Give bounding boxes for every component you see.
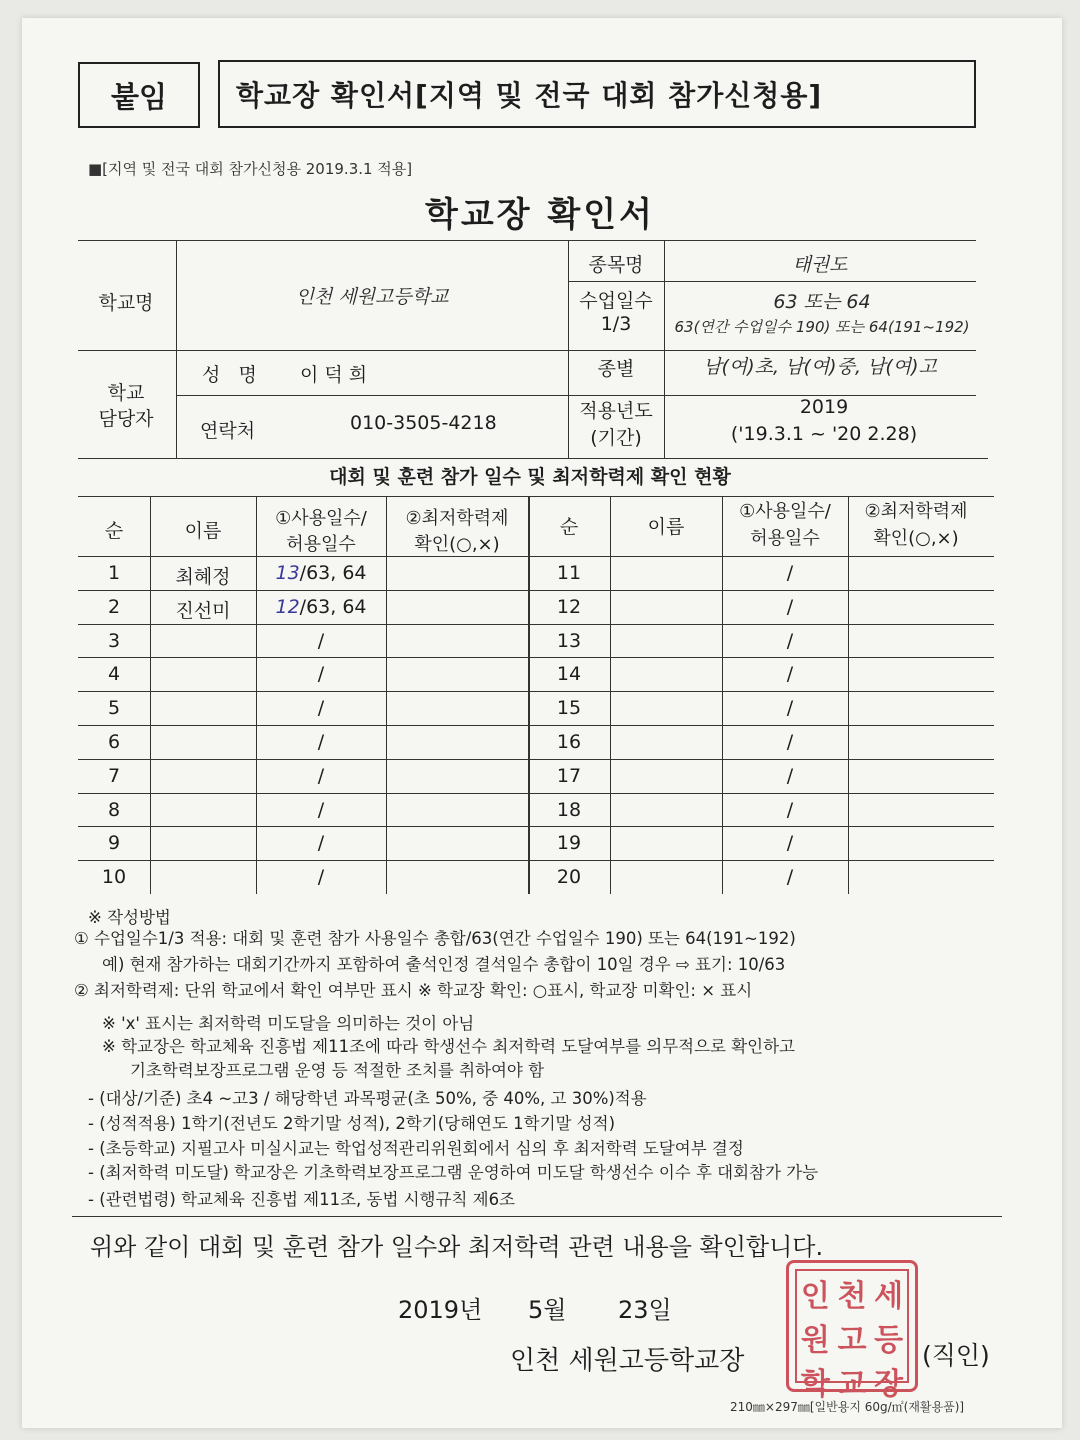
row-number: 9 [107,832,121,855]
status-table-row-line [78,759,994,760]
row-number: 18 [556,798,582,821]
row-number: 17 [556,764,582,787]
application-note: ■[지역 및 전국 대회 참가신청용 2019.3.1 적용] [88,160,413,178]
contact-value: 010-3505-4218 [350,412,497,434]
status-table-row-line [78,725,994,726]
used-allowed-days: / [786,663,794,686]
school-name-label: 학교명 [98,292,154,314]
seal-character: 인 [800,1279,830,1314]
instruction-line: - (최저학력 미도달) 학교장은 기초학력보장프로그램 운영하여 미도달 학생선수 이수 후 대회참가 가능 [88,1163,819,1182]
allowed-days: /63, 64 [299,562,367,584]
allowed-days: / [317,629,325,652]
row-number: 4 [107,663,121,686]
instruction-line: - (성적적용) 1학기(전년도 2학기말 성적), 2학기(당해연도 1학기말 성적) [88,1114,616,1133]
column-header-allowed-days: 허용일수 [286,534,356,555]
manager-name-label: 성 명 [202,364,257,386]
year-label: 적용년도 [579,400,653,422]
status-table-row-line [78,860,994,861]
status-table-line [386,496,387,894]
seal-character: 장 [874,1367,904,1402]
instruction-line: - (초등학교) 지필고사 미실시교는 학업성적관리위원회에서 심의 후 최저학력 도달여부 결정 [88,1139,744,1158]
allowed-days: / [317,663,325,686]
instruction-line: ② 최저학력제: 단위 학교에서 확인 여부만 표시 ※ 학교장 확인: ○표시, 학교장 미확인: × 표시 [74,981,753,1000]
row-number: 15 [556,697,582,720]
date-month: 5월 [528,1296,567,1324]
instruction-line: - (관련법령) 학교체육 진흥법 제11조, 동법 시행규칙 제6조 [88,1190,515,1209]
info-table-line [78,350,976,351]
used-allowed-days: / [786,595,794,618]
seal-character: 학 [800,1367,830,1402]
instruction-line: ※ 'x' 표시는 최저학력 미도달을 의미하는 것이 아님 [102,1014,475,1033]
info-table-line [664,240,665,458]
used-allowed-days: / [786,798,794,821]
status-table-line [848,496,849,894]
instruction-line: 기초학력보장프로그램 운영 등 적절한 조치를 취하여야 함 [130,1061,545,1080]
status-table-divider [528,496,530,894]
paper-spec: 210㎜×297㎜[일반용지 60g/㎡(재활용품)] [730,1400,965,1414]
status-table-row-line [78,826,994,827]
row-number: 10 [101,866,127,889]
used-allowed-days: / [786,832,794,855]
period-value: ('19.3.1 ~ '20 2.28) [730,423,918,445]
attachment-label: 붙임 [78,62,200,128]
row-number: 3 [107,629,121,652]
info-table-line [176,240,177,458]
class-days-value: 63 또는 64 [773,291,871,313]
row-number: 1 [107,562,121,584]
used-allowed-days: / [786,562,794,584]
class-days-label: 수업일수 [579,290,653,312]
allowed-days: / [317,832,325,855]
principal-signature-line: 인천 세원고등학교장 [510,1346,745,1376]
used-allowed-days: / [786,764,794,787]
period-label: (기간) [590,427,642,449]
column-header-name: 이름 [647,516,685,538]
info-table-top-border [78,240,976,241]
used-allowed-days [318,663,324,685]
athlete-name: 최혜정 [175,566,231,588]
athlete-name: 진선미 [175,599,231,622]
seal-note: (직인) [922,1341,990,1370]
status-table-row-line [78,590,994,591]
column-header-check: 확인(○,×) [873,528,959,549]
status-section-title: 대회 및 훈련 참가 일수 및 최저학력제 확인 현황 [329,466,731,488]
status-table-row-line [78,691,994,692]
status-table-line [722,496,723,894]
row-number: 16 [556,731,582,753]
allowed-days: / [317,866,325,889]
column-header-no: 순 [104,520,124,542]
info-table-line [176,395,976,396]
date-day: 23일 [618,1296,672,1324]
allowed-days: /63, 64 [299,595,367,618]
column-header-name: 이름 [184,520,222,542]
info-table-bottom-border [78,458,988,459]
used-days-handwritten: 12 [275,595,300,618]
column-header-min-academic: ②최저학력제 [864,501,968,522]
used-allowed-days [318,765,324,787]
document-header-title: 학교장 확인서[지역 및 전국 대회 참가신청용] [218,60,976,128]
seal-character: 원 [800,1323,830,1358]
row-number: 6 [107,731,121,753]
allowed-days: / [317,697,325,720]
used-allowed-days: / [786,629,794,652]
column-header-allowed-days: 허용일수 [750,528,820,549]
status-table-row-line [78,624,994,625]
row-number: 8 [107,798,121,821]
date-year: 2019년 [398,1296,483,1324]
used-allowed-days: / [786,697,794,720]
row-number: 13 [556,629,582,652]
contact-label: 연락처 [200,420,256,442]
status-table-header-line [78,556,994,557]
used-allowed-days [318,697,324,719]
row-number: 2 [107,595,121,618]
row-number: 7 [107,764,121,787]
row-number: 19 [556,832,582,855]
row-number: 5 [107,697,121,720]
allowed-days: / [317,764,325,787]
class-days-fraction-label: 1/3 [600,313,632,335]
status-table-top-border [78,496,994,497]
status-table-row-line [78,793,994,794]
used-allowed-days [318,731,324,753]
main-title: 학교장 확인서 [425,195,655,235]
school-name-value: 인천 세원고등학교 [295,286,449,308]
used-allowed-days [275,562,366,584]
instruction-line: - (대상/기준) 초4 ~고3 / 해당학년 과목평균(초 50%, 중 40%, 고 30%)적용 [88,1089,647,1108]
category-value: 남(여)초, 남(여)중, 남(여)고 [703,356,937,378]
confirmation-statement: 위와 같이 대회 및 훈련 참가 일수와 최저학력 관련 내용을 확인합니다. [90,1233,824,1261]
row-number: 14 [556,663,582,686]
seal-character: 등 [874,1323,904,1358]
instruction-line: ① 수업일수1/3 적용: 대회 및 훈련 참가 사용일수 총합/63(연간 수업일수 190) 또는 64(191~192) [74,929,796,948]
year-value: 2019 [799,396,849,418]
column-header-no: 순 [559,516,579,538]
status-table-line [610,496,611,894]
event-label: 종목명 [588,254,644,276]
manager-label: 학교 [107,382,145,404]
used-days-handwritten: 13 [275,562,300,584]
info-table-line [568,240,569,458]
seal-character: 세 [874,1279,904,1314]
row-number: 12 [556,595,582,618]
column-header-min-academic: ②최저학력제 [405,508,509,529]
seal-character: 교 [837,1367,867,1402]
used-allowed-days [318,866,324,888]
info-table-line [568,281,976,282]
row-number: 11 [556,562,582,584]
used-allowed-days [275,596,366,618]
used-allowed-days [318,832,324,854]
instructions-heading: ※ 작성방법 [88,908,171,927]
status-table-row-line [78,657,994,658]
allowed-days: / [317,798,325,821]
class-days-detail: 63(연간 수업일수 190) 또는 64(191~192) [674,318,970,336]
instruction-line: ※ 학교장은 학교체육 진흥법 제11조에 따라 학생선수 최저학력 도달여부를 의무적으로 확인하고 [102,1037,795,1056]
column-header-check: 확인(○,×) [414,534,500,555]
seal-character: 천 [837,1279,867,1314]
instruction-line: 예) 현재 참가하는 대회기간까지 포함하여 출석인정 결석일수 총합이 10일 경우 ⇨ 표기: 10/63 [102,955,786,974]
status-table-line [150,496,151,894]
column-header-used-days: ①사용일수/ [739,501,831,522]
column-header-used-days: ①사용일수/ [275,508,367,529]
row-number: 20 [556,866,582,889]
category-label: 종별 [597,358,635,380]
used-allowed-days [318,799,324,821]
manager-name-value: 이 덕 희 [300,364,368,386]
used-allowed-days: / [786,866,794,889]
manager-label-2: 담당자 [98,408,154,430]
used-allowed-days: / [786,731,794,753]
footer-divider [72,1216,1002,1217]
status-table-line [256,496,257,894]
event-value: 태권도 [792,254,848,276]
official-seal-stamp [786,1260,918,1402]
allowed-days: / [317,731,325,753]
used-allowed-days [318,630,324,652]
seal-character: 고 [837,1323,867,1358]
